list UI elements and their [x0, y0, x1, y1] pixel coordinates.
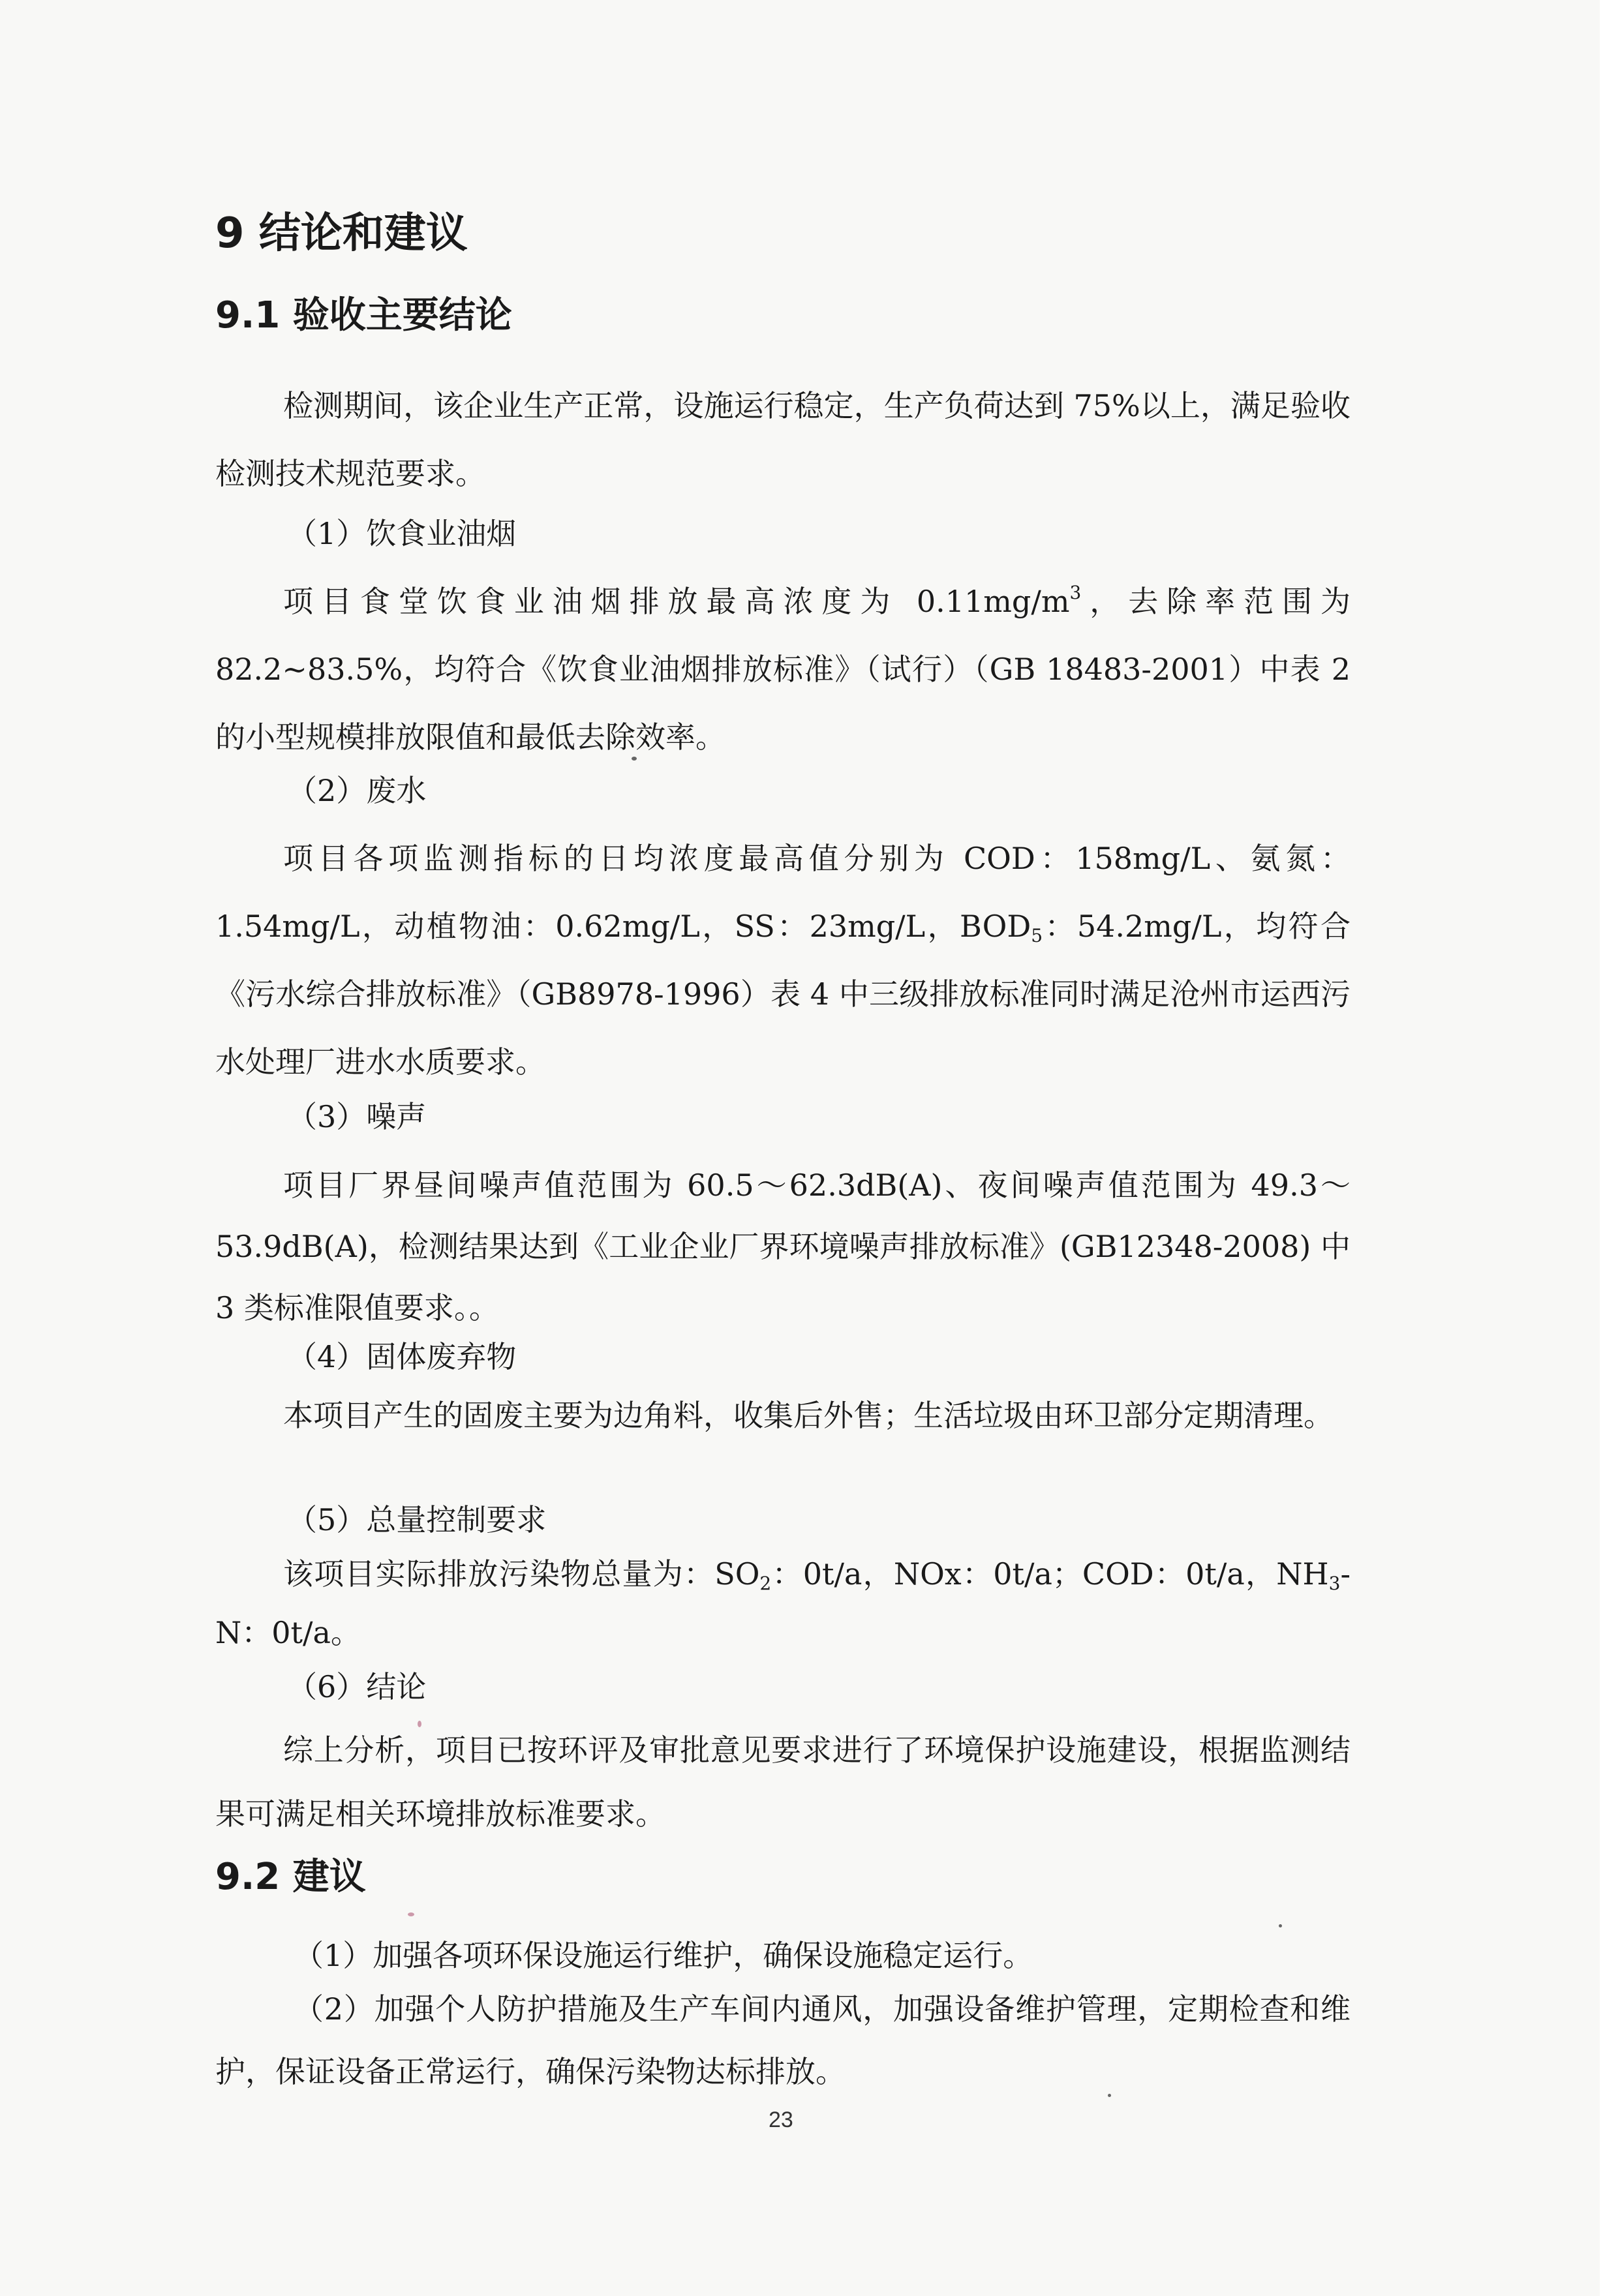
- conclusion-paragraph: 综上分析，项目已按环评及审批意见要求进行了环境保护设施建设，根据监测结果可满足相关环境排放标准要求。: [215, 1732, 1351, 1832]
- item-label-wastewater: （2）废水: [287, 773, 427, 808]
- oil-fume-paragraph: 项目食堂饮食业油烟排放最高浓度为 $0.11mg/m^3$，去除率范围为 82.2~83.5%，均符合《饮食业油烟排放标准》（试行）（GB 18483-2001）中表 2 的小型规模排放限值和最低去除效率。: [215, 582, 1351, 755]
- chapter-heading: 9 结论和建议: [215, 209, 468, 258]
- section-heading-9-2: 9.2 建议: [215, 1856, 366, 1898]
- total-control-paragraph: 该项目实际排放污染物总量为：$SO_2$：0t/a，NOx：0t/a；COD：0t/a，$NH_3-N$：0t/a。: [215, 1556, 1351, 1650]
- wastewater-paragraph: 项目各项监测指标的日均浓度最高值分别为 COD：158mg/L、氨氮：1.54mg/L，动植物油：0.62mg/L，SS：23mg/L，$BOD_5$：54.2mg/L，均符合《污水综合排放标准》（GB8978-1996）表 4 中三级排放标准同时满足沧州市运西污水处理厂进水水质要求。: [215, 841, 1351, 1080]
- intro-paragraph: 检测期间，该企业生产正常，设施运行稳定，生产负荷达到 75%以上，满足验收检测技术规范要求。: [215, 388, 1351, 491]
- noise-paragraph: 项目厂界昼间噪声值范围为 60.5～62.3dB(A)、夜间噪声值范围为 49.3～53.9dB(A)，检测结果达到《工业企业厂界环境噪声排放标准》(GB12348-2008) 中 3 类标准限值要求。。: [215, 1168, 1351, 1325]
- scan-speck: [1108, 2094, 1111, 2097]
- page-number: 23: [769, 2107, 793, 2132]
- suggestion-2: （2）加强个人防护措施及生产车间内通风，加强设备维护管理，定期检查和维护，保证设备正常运行，确保污染物达标排放。: [215, 1991, 1351, 2089]
- item-label-noise: （3）噪声: [287, 1099, 427, 1134]
- item-label-solid-waste: （4）固体废弃物: [287, 1339, 517, 1374]
- solid-waste-paragraph: 本项目产生的固废主要为边角料，收集后外售；生活垃圾由环卫部分定期清理。: [283, 1398, 1334, 1433]
- scan-speck: [418, 1721, 421, 1727]
- suggestion-1: （1）加强各项环保设施运行维护，确保设施稳定运行。: [294, 1938, 1033, 1973]
- scan-speck: [632, 757, 637, 761]
- section-heading-9-1: 9.1 验收主要结论: [215, 294, 512, 337]
- item-label-conclusion: （6）结论: [287, 1669, 427, 1704]
- scan-speck: [408, 1912, 414, 1916]
- scan-speck: [1279, 1924, 1282, 1927]
- item-label-oil-fume: （1）饮食业油烟: [287, 516, 517, 551]
- item-label-total-control: （5）总量控制要求: [287, 1502, 547, 1537]
